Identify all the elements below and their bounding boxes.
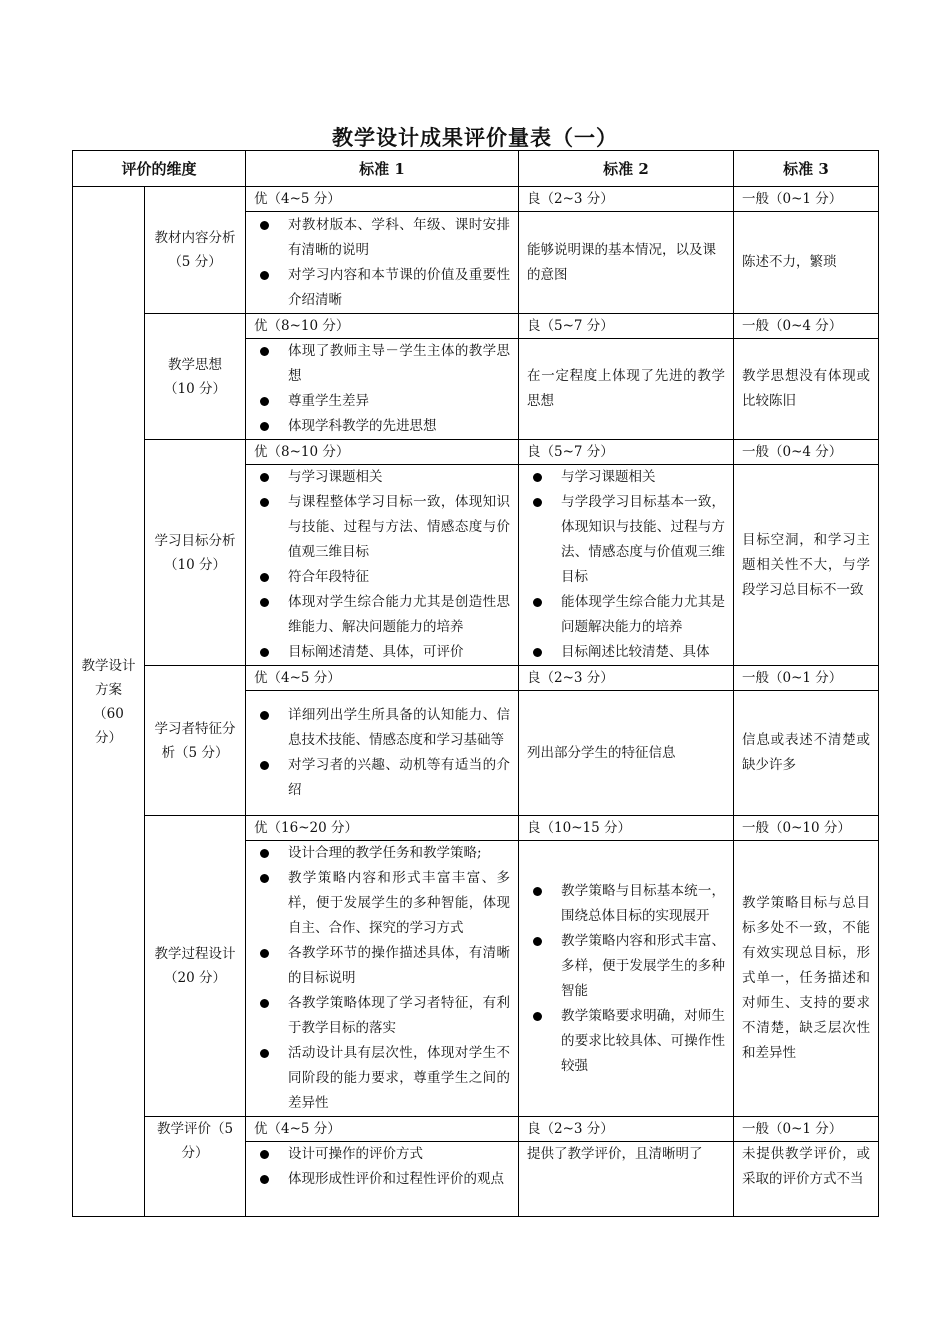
header-standard-3: 标准 3 <box>734 151 879 187</box>
std1-cell <box>246 212 519 314</box>
std1-cell <box>246 465 519 666</box>
dimension-cell: 学习者特征分析（5 分） <box>145 666 246 816</box>
grade-row <box>73 187 879 212</box>
grade-row <box>73 1117 879 1142</box>
grade-good: 良（10~15 分） <box>519 816 734 841</box>
grade-fair: 一般（0~4 分） <box>734 314 879 339</box>
bullet-item: 体现对学生综合能力尤其是创造性思维能力、解决问题能力的培养 <box>254 590 510 640</box>
std2-cell <box>519 465 734 666</box>
grade-fair: 一般（0~1 分） <box>734 187 879 212</box>
std1-cell <box>246 691 519 816</box>
header-dimension: 评价的维度 <box>73 151 246 187</box>
header-standard-1: 标准 1 <box>246 151 519 187</box>
bullet-item: 与学段学习目标基本一致，体现知识与技能、过程与方法、情感态度与价值观三维目标 <box>527 490 725 590</box>
grade-row <box>73 440 879 465</box>
std3-cell: 教学策略目标与总目标多处不一致，不能有效实现总目标，形式单一，任务描述和对师生、支持的要求不清楚，缺乏层次性和差异性 <box>734 841 879 1117</box>
std3-cell: 信息或表述不清楚或缺少许多 <box>734 691 879 816</box>
dimension-cell: 学习目标分析（10 分） <box>145 440 246 666</box>
std3-cell: 未提供教学评价，或采取的评价方式不当 <box>734 1142 879 1217</box>
grade-fair: 一般（0~1 分） <box>734 1117 879 1142</box>
grade-good: 良（5~7 分） <box>519 314 734 339</box>
bullet-item: 教学策略内容和形式丰富、多样，便于发展学生的多种智能 <box>527 929 725 1004</box>
grade-good: 良（5~7 分） <box>519 440 734 465</box>
bullet-item: 详细列出学生所具备的认知能力、信息技术技能、情感态度和学习基础等 <box>254 703 510 753</box>
bullet-item: 体现了教师主导－学生主体的教学思想 <box>254 339 510 389</box>
header-standard-2: 标准 2 <box>519 151 734 187</box>
dimension-cell: 教材内容分析（5 分） <box>145 187 246 314</box>
std3-cell: 教学思想没有体现或比较陈旧 <box>734 339 879 440</box>
bullet-item: 教学策略内容和形式丰富丰富、多样，便于发展学生的多种智能，体现自主、合作、探究的学习方式 <box>254 866 510 941</box>
grade-excellent: 优（4~5 分） <box>246 666 519 691</box>
table-header-row <box>73 151 879 187</box>
bullet-item: 对教材版本、学科、年级、课时安排有清晰的说明 <box>254 213 510 263</box>
bullet-item: 各教学环节的操作描述具体，有清晰的目标说明 <box>254 941 510 991</box>
bullet-item: 设计可操作的评价方式 <box>254 1142 510 1167</box>
std2-cell: 列出部分学生的特征信息 <box>519 691 734 816</box>
bullet-item: 各教学策略体现了学习者特征，有利于教学目标的落实 <box>254 991 510 1041</box>
bullet-item: 教学策略与目标基本统一，围绕总体目标的实现展开 <box>527 879 725 929</box>
std2-cell: 在一定程度上体现了先进的教学思想 <box>519 339 734 440</box>
grade-fair: 一般（0~10 分） <box>734 816 879 841</box>
bullet-item: 设计合理的教学任务和教学策略; <box>254 841 510 866</box>
grade-fair: 一般（0~1 分） <box>734 666 879 691</box>
dimension-cell: 教学思想（10 分） <box>145 314 246 440</box>
grade-excellent: 优（8~10 分） <box>246 314 519 339</box>
bullet-item: 目标阐述清楚、具体，可评价 <box>254 640 510 665</box>
std3-cell: 目标空洞，和学习主题相关性不大，与学段学习总目标不一致 <box>734 465 879 666</box>
bullet-item: 体现学科教学的先进思想 <box>254 414 510 439</box>
dimension-cell: 教学过程设计（20 分） <box>145 816 246 1117</box>
bullet-item: 与学习课题相关 <box>527 465 725 490</box>
grade-excellent: 优（16~20 分） <box>246 816 519 841</box>
std1-cell <box>246 1142 519 1217</box>
bullet-item: 目标阐述比较清楚、具体 <box>527 640 725 665</box>
std1-cell <box>246 339 519 440</box>
bullet-item: 能体现学生综合能力尤其是问题解决能力的培养 <box>527 590 725 640</box>
std1-cell <box>246 841 519 1117</box>
grade-row <box>73 816 879 841</box>
grade-excellent: 优（8~10 分） <box>246 440 519 465</box>
bullet-item: 与课程整体学习目标一致，体现知识与技能、过程与方法、情感态度与价值观三维目标 <box>254 490 510 565</box>
grade-row <box>73 314 879 339</box>
bullet-item: 活动设计具有层次性，体现对学生不同阶段的能力要求，尊重学生之间的差异性 <box>254 1041 510 1116</box>
bullet-item: 对学习内容和本节课的价值及重要性介绍清晰 <box>254 263 510 313</box>
std2-cell: 能够说明课的基本情况，以及课的意图 <box>519 212 734 314</box>
std2-cell: 提供了教学评价，且清晰明了 <box>519 1142 734 1217</box>
bullet-item: 与学习课题相关 <box>254 465 510 490</box>
grade-row <box>73 666 879 691</box>
grade-good: 良（2~3 分） <box>519 666 734 691</box>
page-title: 教学设计成果评价量表（一） <box>332 125 618 150</box>
evaluation-table <box>72 150 879 1217</box>
bullet-item: 尊重学生差异 <box>254 389 510 414</box>
std3-cell: 陈述不力，繁琐 <box>734 212 879 314</box>
grade-good: 良（2~3 分） <box>519 1117 734 1142</box>
std2-cell <box>519 841 734 1117</box>
bullet-item: 体现形成性评价和过程性评价的观点 <box>254 1167 510 1192</box>
grade-excellent: 优（4~5 分） <box>246 1117 519 1142</box>
grade-excellent: 优（4~5 分） <box>246 187 519 212</box>
bullet-item: 对学习者的兴趣、动机等有适当的介绍 <box>254 753 510 803</box>
dimension-cell: 教学评价（5 分） <box>145 1117 246 1217</box>
bullet-item: 教学策略要求明确，对师生的要求比较具体、可操作性较强 <box>527 1004 725 1079</box>
bullet-item: 符合年段特征 <box>254 565 510 590</box>
grade-good: 良（2~3 分） <box>519 187 734 212</box>
category-cell: 教学设计方案（60 分） <box>73 187 145 1217</box>
grade-fair: 一般（0~4 分） <box>734 440 879 465</box>
